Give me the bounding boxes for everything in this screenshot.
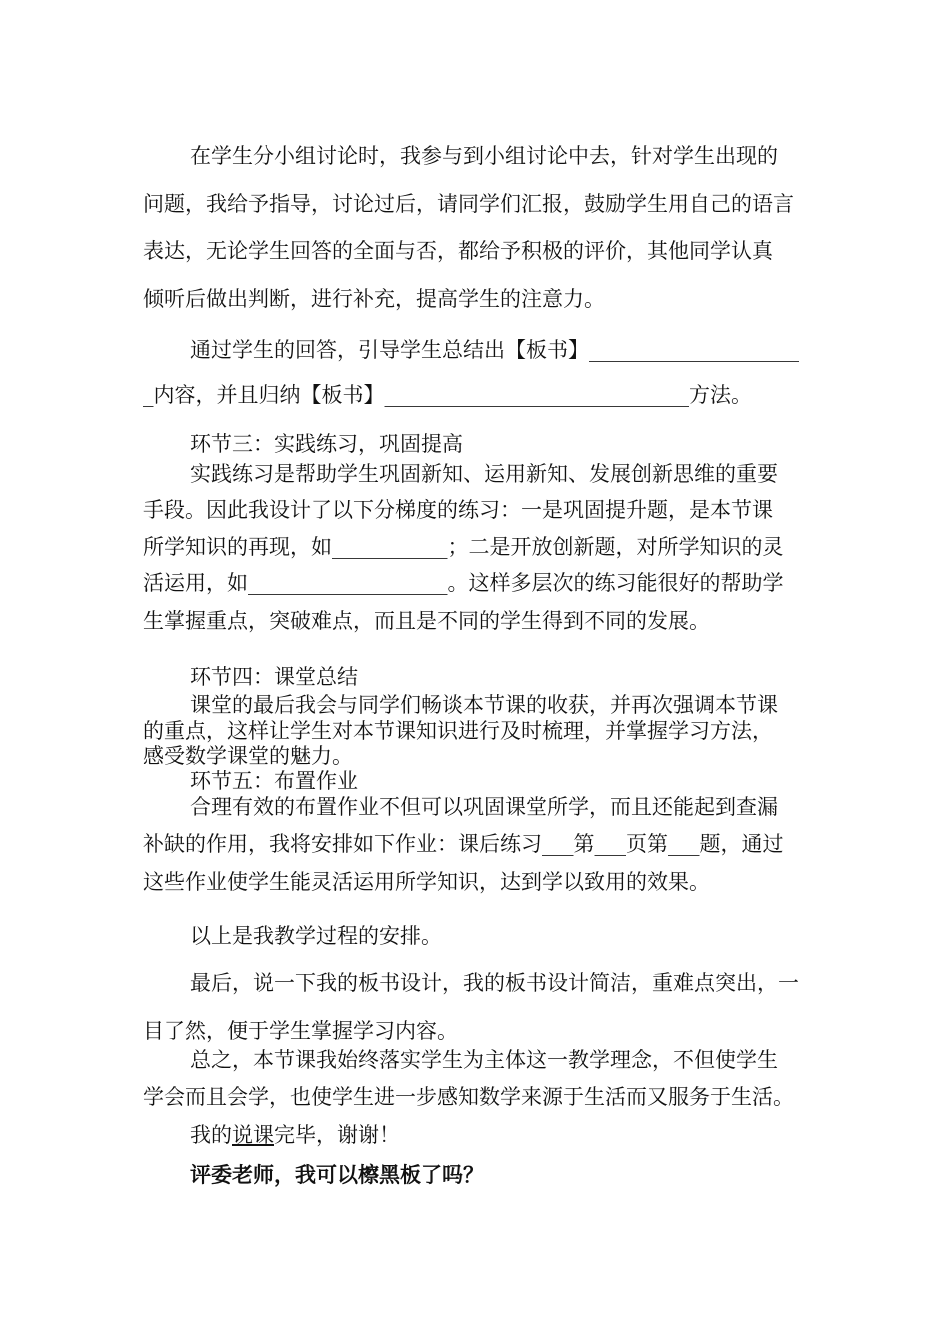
paragraph-line: 实践练习是帮助学生巩固新知、运用新知、发展创新思维的重要: [190, 462, 778, 486]
closing-text-pre: 我的: [190, 1123, 232, 1147]
paragraph-line: 生掌握重点，突破难点，而且是不同的学生得到不同的发展。: [143, 609, 710, 633]
paragraph-line: 学会而且会学，也使学生进一步感知数学来源于生活而又服务于生活。: [143, 1085, 794, 1109]
final-question: 评委老师，我可以檫黑板了吗？: [190, 1162, 484, 1187]
underlined-term: 说课: [232, 1123, 274, 1147]
paragraph-line: 总之，本节课我始终落实学生为主体这一教学理念，不但使学生: [190, 1048, 778, 1072]
section-heading: 环节三：实践练习，巩固提高: [190, 432, 463, 456]
paragraph-line: 目了然，便于学生掌握学习内容。: [143, 1019, 458, 1043]
paragraph-line: 活运用，如___________________。这样多层次的练习能很好的帮助学: [143, 571, 784, 595]
paragraph-line: 通过学生的回答，引导学生总结出【板书】____________________: [190, 338, 799, 362]
paragraph-line: 感受数学课堂的魅力。: [143, 744, 353, 768]
paragraph-line: 这些作业使学生能灵活运用所学知识，达到学以致用的效果。: [143, 870, 710, 894]
paragraph-line: 表达，无论学生回答的全面与否，都给予积极的评价，其他同学认真: [143, 239, 773, 263]
section-heading: 环节四：课堂总结: [190, 665, 358, 689]
paragraph-line: _内容，并且归纳【板书】_____________________________方法。: [143, 383, 752, 407]
paragraph-line: 合理有效的布置作业不但可以巩固课堂所学，而且还能起到查漏: [190, 795, 778, 819]
section-heading: 环节五：布置作业: [190, 769, 358, 793]
paragraph-line: 在学生分小组讨论时，我参与到小组讨论中去，针对学生出现的: [190, 144, 778, 168]
paragraph-line: 的重点，这样让学生对本节课知识进行及时梳理，并掌握学习方法，: [143, 719, 773, 743]
paragraph-line: 补缺的作用，我将安排如下作业：课后练习___第___页第___题，通过: [143, 832, 784, 856]
paragraph-line: 最后，说一下我的板书设计，我的板书设计简洁，重难点突出，一: [190, 971, 799, 995]
paragraph-line: 所学知识的再现，如___________；二是开放创新题，对所学知识的灵: [143, 535, 784, 559]
paragraph-line: 问题，我给予指导，讨论过后，请同学们汇报，鼓励学生用自己的语言: [143, 192, 794, 216]
closing-text-post: 完毕，谢谢！: [274, 1123, 400, 1147]
paragraph-line: 倾听后做出判断，进行补充，提高学生的注意力。: [143, 287, 605, 311]
paragraph-line: 以上是我教学过程的安排。: [190, 924, 442, 948]
closing-line: [190, 1121, 400, 1149]
paragraph-line: 课堂的最后我会与同学们畅谈本节课的收获，并再次强调本节课: [190, 693, 778, 717]
paragraph-line: 手段。因此我设计了以下分梯度的练习：一是巩固提升题，是本节课: [143, 498, 773, 522]
